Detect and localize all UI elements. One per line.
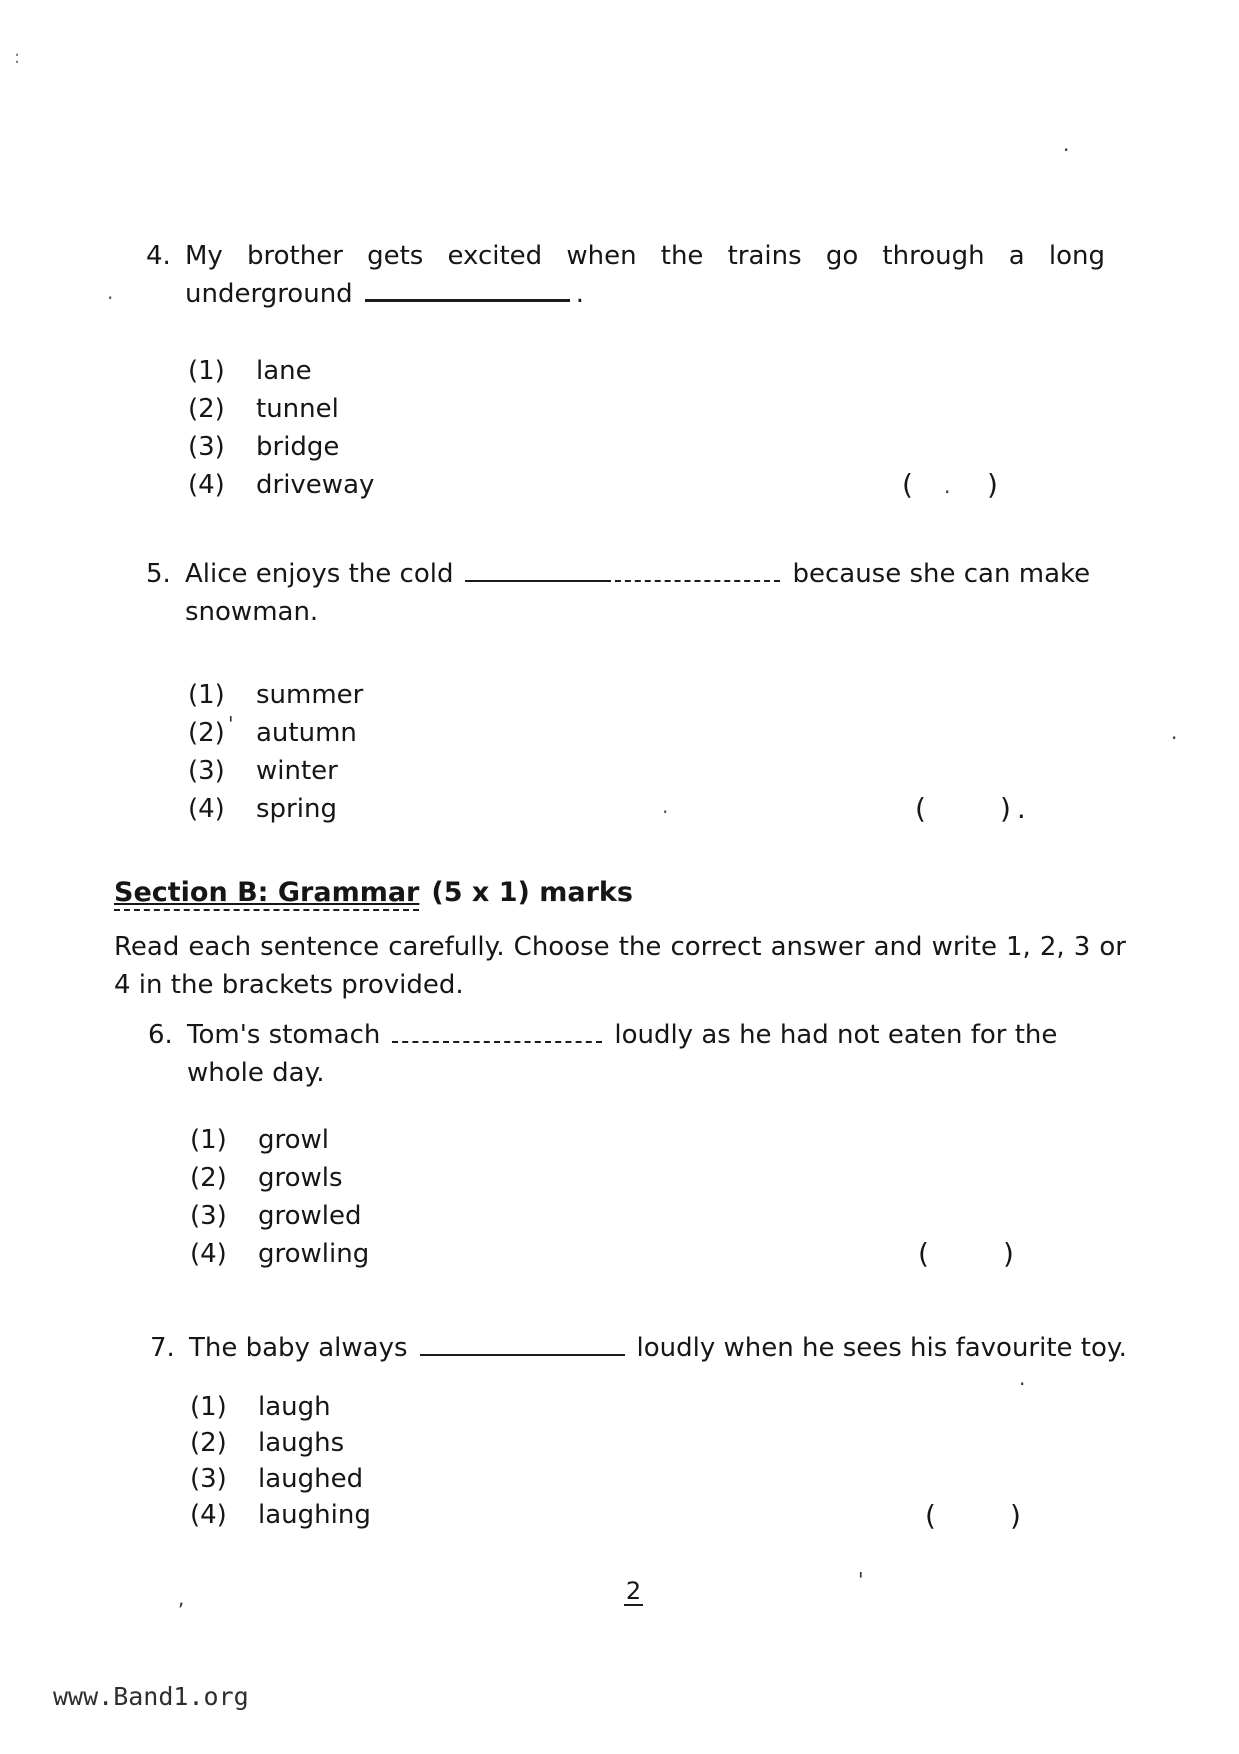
question-7-text [189,1329,1170,1367]
option-marker: (4) [190,1500,227,1530]
option-row [188,466,1148,504]
scan-artifact: , [178,1586,185,1610]
answer-bracket [915,790,1026,828]
option-row [188,352,1148,390]
option-marker: (2) [188,718,225,748]
scan-artifact: . [107,280,114,304]
question-5-line1-before: Alice enjoys the cold [185,559,454,589]
bracket-open: ( [925,1499,936,1532]
scan-artifact: . [662,794,669,818]
question-6-line1-after: loudly as he had not eaten for the [614,1020,1058,1050]
option-text: growl [258,1125,330,1155]
option-marker: (1) [190,1125,227,1155]
option-marker: (4) [188,470,225,500]
option-marker: (2) [190,1428,227,1458]
bracket-suffix: . [1016,792,1026,825]
answer-bracket [925,1497,1021,1535]
bracket-close: ) [1002,1237,1014,1270]
question-4 [146,237,1106,313]
option-marker: (1) [190,1392,227,1422]
option-text: laughed [258,1464,364,1494]
bracket-close: ) [1009,1499,1021,1532]
question-4-line1: My brother gets excited when the trains go through a long [185,241,1105,271]
scan-artifact: : [14,47,21,68]
option-row [190,1159,1150,1197]
question-4-line2-period: . [575,279,584,309]
question-5-text [185,555,1146,631]
bracket-open: ( [915,792,926,825]
option-row [188,752,1148,790]
section-b-heading [114,874,633,912]
bracket-gap [929,1235,1003,1273]
question-6-line2: whole day. [187,1058,325,1088]
option-row [188,676,1148,714]
instructions-line1: Read each sentence carefully. Choose the correct answer and write 1, 2, 3 or [114,932,1126,962]
question-7-line-after: loudly when he sees his favourite toy. [636,1333,1127,1363]
question-6-number: 6. [148,1020,173,1050]
scan-artifact: ' [228,712,234,736]
option-text: growling [258,1239,370,1269]
question-4-text [185,237,1105,313]
footer-watermark-url: www.Band1.org [53,1682,249,1711]
bracket-open: ( [902,468,913,501]
question-7-line [189,1329,1170,1367]
instructions-line2: 4 in the brackets provided. [114,970,464,1000]
scan-artifact: . [944,474,951,498]
option-text: driveway [256,470,375,500]
answer-blank [605,560,780,582]
option-row [190,1389,1150,1425]
question-7-options [190,1389,1150,1533]
question-4-line2 [185,275,1105,313]
option-row [190,1121,1150,1159]
option-marker: (4) [190,1239,227,1269]
bracket-gap [926,790,1000,828]
answer-bracket [918,1235,1014,1273]
section-b-title: Section B: Grammar [114,877,419,911]
question-5-line2: snowman. [185,597,319,627]
bracket-close: ) [986,468,998,501]
option-marker: (1) [188,356,225,386]
bracket-close: ) [999,792,1011,825]
question-6-text [187,1016,1148,1092]
option-row [188,714,1148,752]
answer-blank [392,1021,602,1043]
option-text: autumn [256,718,357,748]
option-marker: (3) [190,1201,227,1231]
option-text: laugh [258,1392,331,1422]
option-row [188,390,1148,428]
section-b-instructions [114,928,1126,1004]
question-5-line1 [185,555,1146,593]
option-text: lane [256,356,312,386]
option-row [188,428,1148,466]
option-text: laughing [258,1500,371,1530]
option-marker: (3) [188,432,225,462]
option-text: growls [258,1163,343,1193]
option-marker: (4) [188,794,225,824]
option-row [190,1425,1150,1461]
question-6 [148,1016,1148,1092]
question-6-options [190,1121,1150,1273]
bracket-gap [936,1497,1010,1535]
option-text: growled [258,1201,362,1231]
scan-artifact: . [1171,720,1178,744]
question-5-line1-after: because she can make [792,559,1091,589]
option-text: spring [256,794,337,824]
bracket-open: ( [918,1237,929,1270]
option-marker: (2) [188,394,225,424]
answer-blank [465,560,605,582]
scan-artifact: . [1019,1366,1026,1390]
question-4-line2-text: underground [185,279,353,309]
section-b-marks: (5 x 1) marks [431,877,633,908]
option-text: bridge [256,432,340,462]
question-7 [150,1329,1170,1367]
scan-artifact: ' [858,1568,864,1592]
question-5 [146,555,1146,631]
option-marker: (3) [190,1464,227,1494]
option-text: winter [256,756,338,786]
option-marker: (2) [190,1163,227,1193]
option-marker: (3) [188,756,225,786]
question-7-line-before: The baby always [189,1333,408,1363]
option-marker: (1) [188,680,225,710]
scan-artifact: . [1063,132,1070,156]
answer-blank [365,279,570,302]
option-row [190,1197,1150,1235]
question-4-options [188,352,1148,504]
answer-blank [420,1334,625,1356]
question-7-number: 7. [150,1333,175,1363]
question-4-number: 4. [146,241,171,271]
question-6-line1-before: Tom's stomach [187,1020,381,1050]
question-6-line1 [187,1016,1148,1054]
option-text: tunnel [256,394,339,424]
option-text: summer [256,680,364,710]
option-row [190,1461,1150,1497]
page-number [14,1577,1239,1610]
option-text: laughs [258,1428,345,1458]
question-5-number: 5. [146,559,171,589]
page-number-value: 2 [625,1577,642,1605]
